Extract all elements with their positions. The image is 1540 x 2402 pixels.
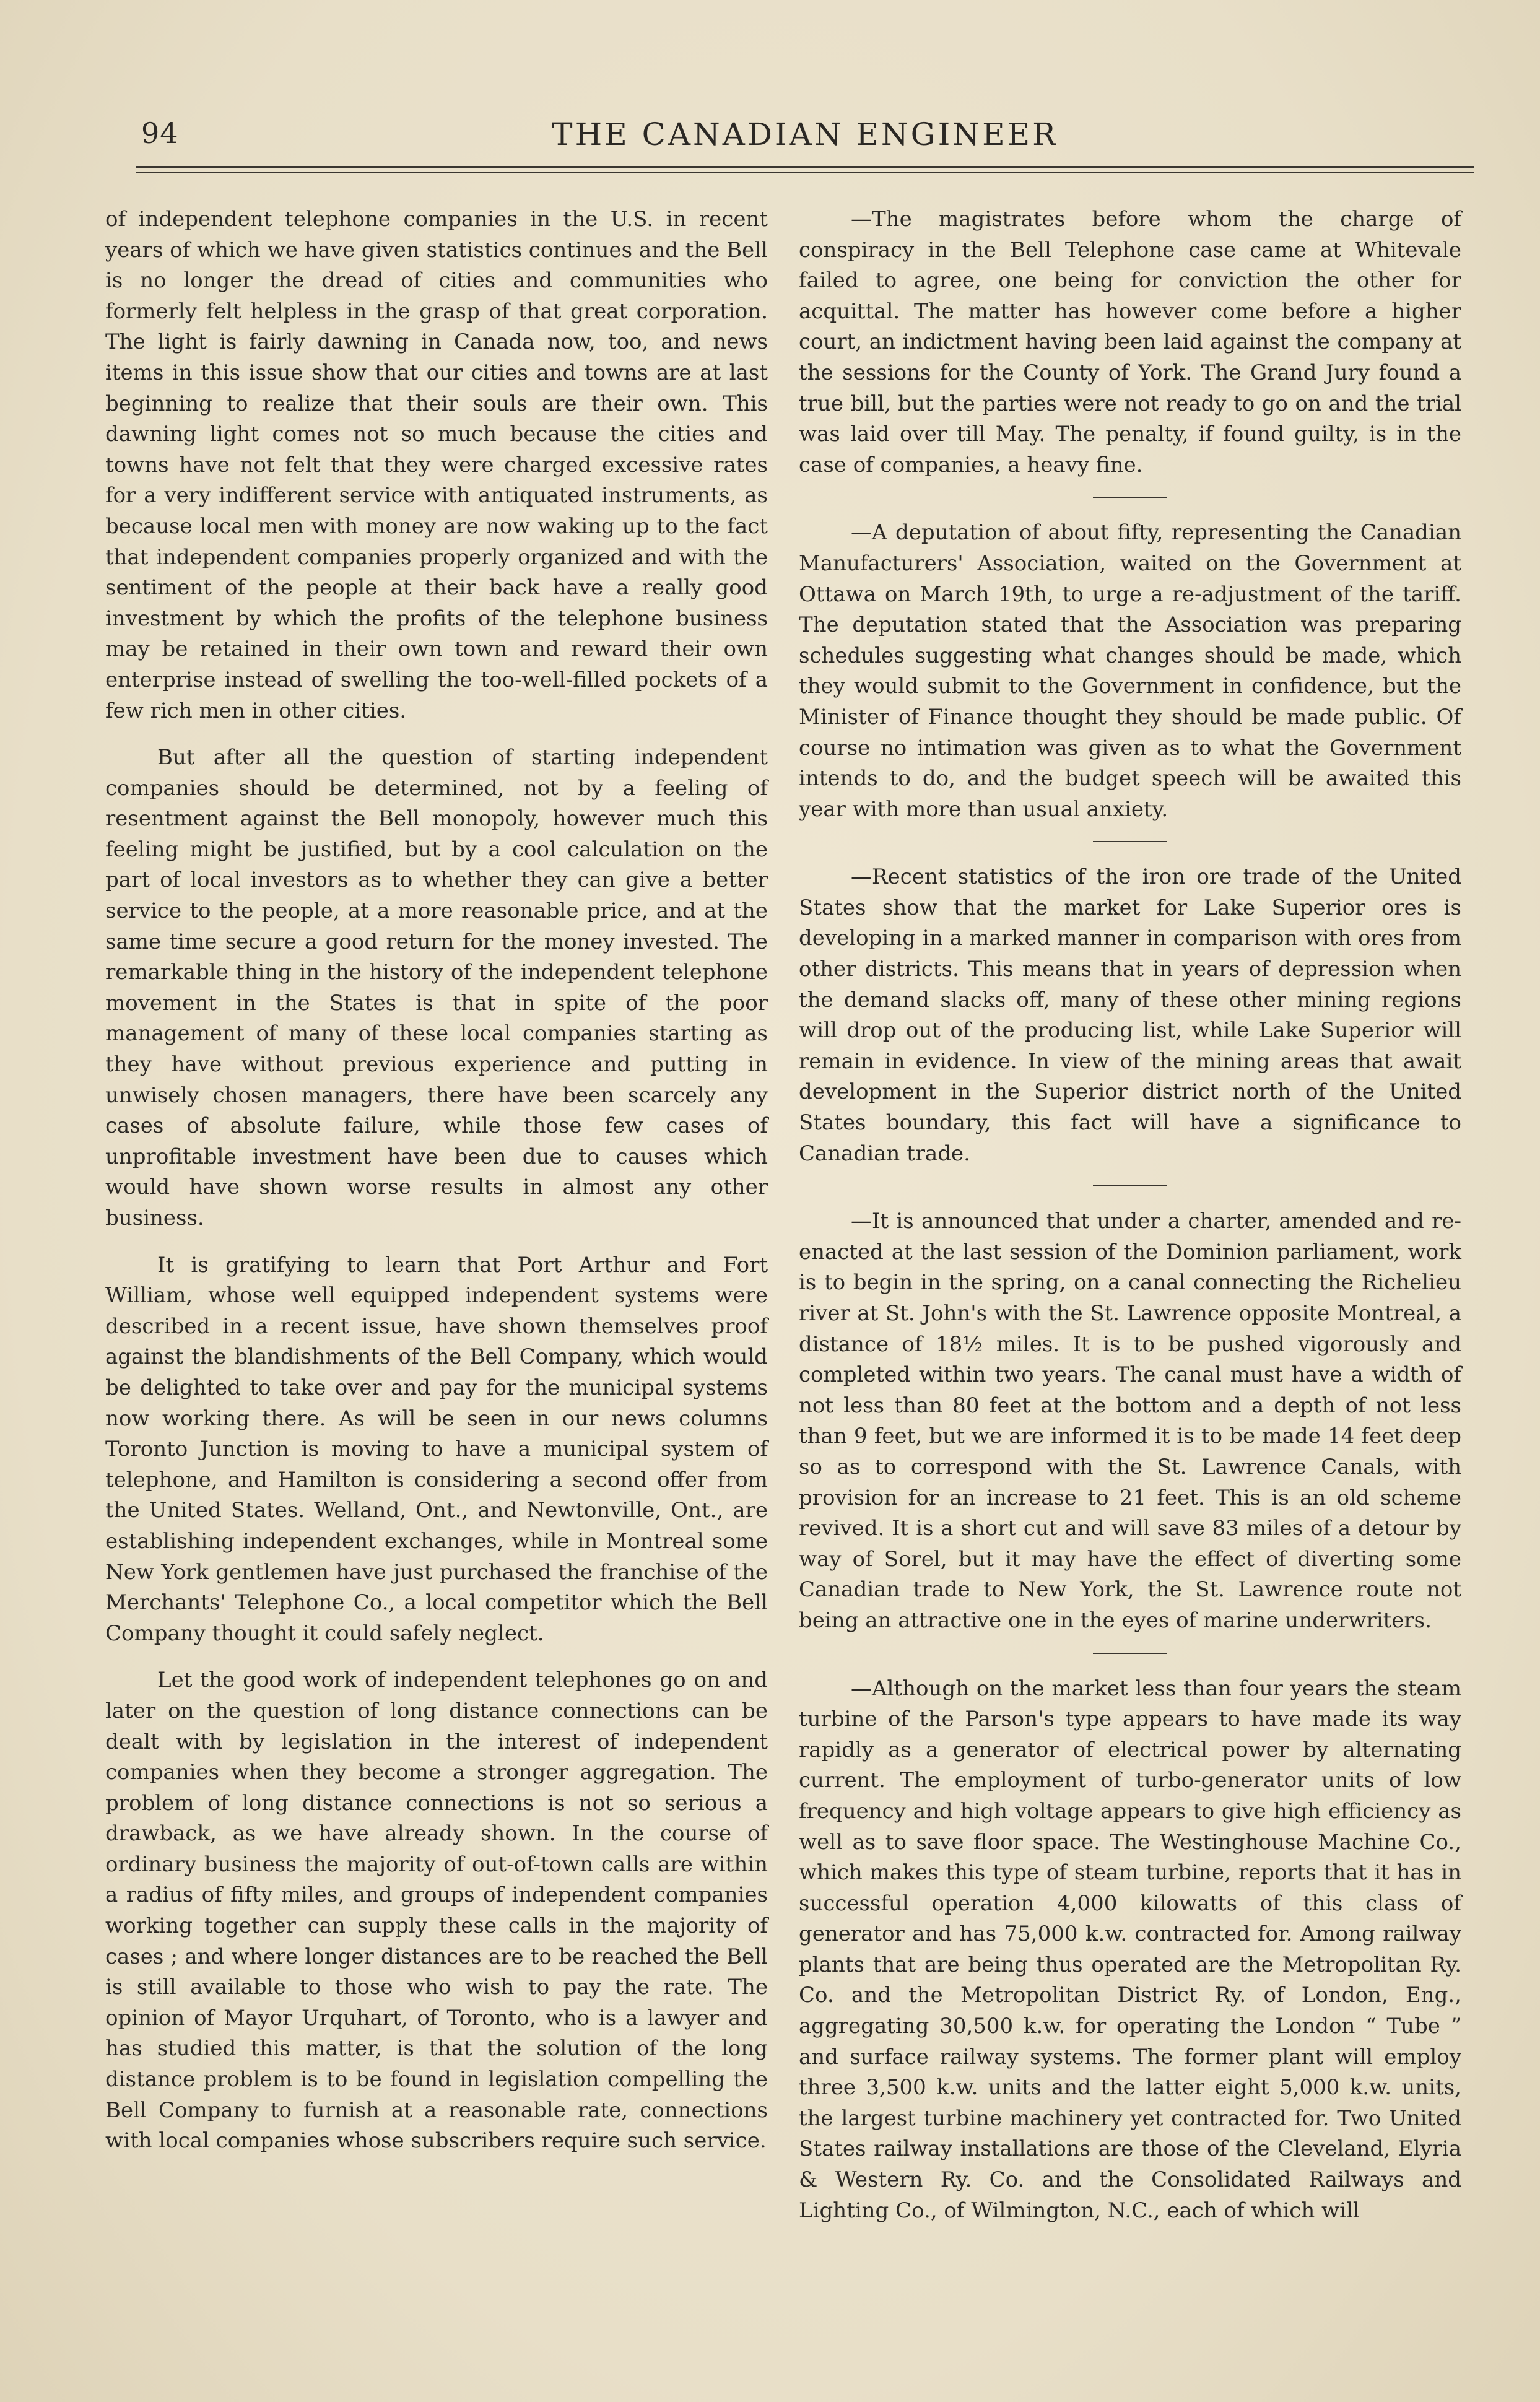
running-title: THE CANADIAN ENGINEER <box>552 116 1058 152</box>
page-header <box>136 116 1474 160</box>
news-item: —Recent statistics of the iron ore trade of the United States show that the market for Lake Superior ores is developing in a marked manner in comparison with ores from other districts. This means that in years of depression when the demand slacks off, many of these other mining regions will drop out of the producing list, while Lake Superior will remain in evidence. In view of the mining areas that await development in the Superior district north of the United States boundary, this fact will have a significance to Canadian trade. <box>799 864 1461 1166</box>
right-column <box>799 204 1461 2242</box>
page-number: 94 <box>141 116 179 150</box>
section-divider <box>1093 497 1167 498</box>
section-divider <box>1093 1185 1167 1186</box>
news-item: —It is announced that under a charter, amended and re-enacted at the last session of the Dominion parliament, work is to begin in the spring, on a canal connecting the Richelieu river at St. John's with the St. Lawrence opposite Montreal, a distance of 18½ miles. It is to be pushed vigorously and completed within two years. The canal must have a width of not less than 80 feet at the bottom and a depth of not less than 9 feet, but we are informed it is to be made 14 feet deep so as to correspond with the St. Lawrence Canals, with provision for an increase to 21 feet. This is an old scheme revived. It is a short cut and will save 83 miles of a detour by way of Sorel, but it may have the effect of diverting some Canadian trade to New York, the St. Lawrence route not being an attractive one in the eyes of marine underwriters. <box>799 1209 1461 1633</box>
article-paragraph: of independent telephone companies in the U.S. in recent years of which we have given statistics continues and the Bell is no longer the dread of cities and communities who formerly felt helpless in the grasp of that great corporation. The light is fairly dawning in Canada now, too, and news items in this issue show that our cities and towns are at last beginning to realize that their souls are their own. This dawning light comes not so much because the cities and towns have not felt that they were charged excessive rates for a very indifferent service with antiquated instruments, as because local men with money are now waking up to the fact that independent companies properly organized and with the sentiment of the people at their back have a really good investment by which the profits of the telephone business may be retained in their own town and reward their own enterprise instead of swelling the too-well-filled pockets of a few rich men in other cities. <box>105 207 768 723</box>
news-item: —The magistrates before whom the charge of conspiracy in the Bell Telephone case came at Whitevale failed to agree, one being for conviction the other for acquittal. The matter has however come before a higher court, an indictment having been laid against the company at the sessions for the County of York. The Grand Jury found a true bill, but the parties were not ready to go on and the trial was laid over till May. The penalty, if found guilty, is in the case of companies, a heavy fine. <box>799 207 1461 477</box>
article-paragraph: But after all the question of starting independent companies should be determined, not by a feeling of resentment against the Bell monopoly, however much this feeling might be justified, but by a cool calculation on the part of local investors as to whether they can give a better service to the people, at a more reasonable price, and at the same time secure a good return for the money invested. The remarkable thing in the history of the independent telephone movement in the States is that in spite of the poor management of many of these local companies starting as they have without previous experience and putting in unwisely chosen managers, there have been scarcely any cases of absolute failure, while those few cases of unprofitable investment have been due to causes which would have shown worse results in almost any other business. <box>105 745 768 1230</box>
news-item: —Although on the market less than four years the steam turbine of the Parson's type appears to have made its way rapidly as a generator of electrical power by alternating current. The employment of turbo-generator units of low frequency and high voltage appears to give high efficiency as well as to save floor space. The Westinghouse Machine Co., which makes this type of steam turbine, reports that it has in successful operation 4,000 kilowatts of this class of generator and has 75,000 k.w. contracted for. Among railway plants that are being thus operated are the Metropolitan Ry. Co. and the Metropolitan District Ry. of London, Eng., aggregating 30,500 k.w. for operating the London “ Tube ” and surface railway systems. The former plant will employ three 3,500 k.w. units and the latter eight 5,000 k.w. units, the largest turbine machinery yet contracted for. Two United States railway installations are those of the Cleveland, Elyria & Western Ry. Co. and the Consolidated Railways and Lighting Co., of Wilmington, N.C., each of which will <box>799 1676 1461 2223</box>
section-divider <box>1093 841 1167 842</box>
news-item: —A deputation of about fifty, representing the Canadian Manufacturers' Association, waited on the Government at Ottawa on March 19th, to urge a re-adjustment of the tariff. The deputation stated that the Association was preparing schedules suggesting what changes should be made, which they would submit to the Government in confidence, but the Minister of Finance thought they should be made public. Of course no intimation was given as to what the Government intends to do, and the budget speech will be awaited this year with more than usual anxiety. <box>799 520 1461 822</box>
section-divider <box>1093 1653 1167 1654</box>
header-rule-bottom <box>136 172 1474 173</box>
left-column <box>105 204 768 2173</box>
header-rule-top <box>136 166 1474 168</box>
article-paragraph: Let the good work of independent telephones go on and later on the question of long distance connections can be dealt with by legislation in the interest of independent companies when they become a stronger aggregation. The problem of long distance connections is not so serious a drawback, as we have already shown. In the course of ordinary business the majority of out-of-town calls are within a radius of fifty miles, and groups of independent companies working together can supply these calls in the majority of cases ; and where longer distances are to be reached the Bell is still available to those who wish to pay the rate. The opinion of Mayor Urquhart, of Toronto, who is a lawyer and has studied this matter, is that the solution of the long distance problem is to be found in legislation compelling the Bell Company to furnish at a reasonable rate, connections with local companies whose subscribers require such service. <box>105 1668 768 2154</box>
article-paragraph: It is gratifying to learn that Port Arthur and Fort William, whose well equipped independent systems were described in a recent issue, have shown themselves proof against the blandishments of the Bell Company, which would be delighted to take over and pay for the municipal systems now working there. As will be seen in our news columns Toronto Junction is moving to have a municipal system of telephone, and Hamilton is considering a second offer from the United States. Welland, Ont., and Newtonville, Ont., are establishing independent exchanges, while in Montreal some New York gentlemen have just purchased the franchise of the Merchants' Telephone Co., a local competitor which the Bell Company thought it could safely neglect. <box>105 1252 768 1646</box>
